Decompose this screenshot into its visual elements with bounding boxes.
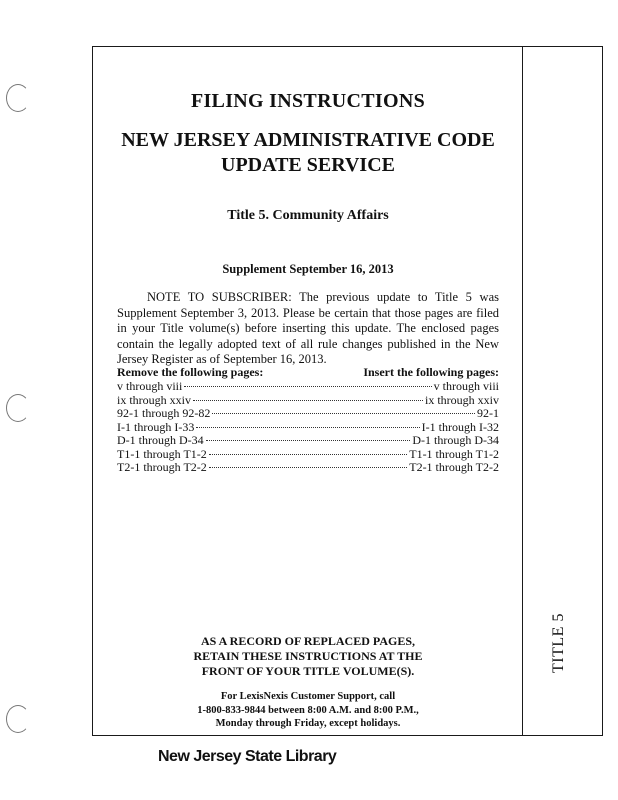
remove-header: Remove the following pages: [117, 365, 264, 379]
document-subtitle [96, 128, 520, 178]
subtitle-line: NEW JERSEY ADMINISTRATIVE CODE [121, 129, 495, 151]
remove-pages: v through viii [117, 379, 183, 393]
leader-dots [196, 427, 419, 428]
library-stamp: New Jersey State Library [158, 748, 337, 765]
side-tab-label: TITLE 5 [550, 613, 568, 673]
list-item [117, 461, 499, 475]
list-item [117, 434, 499, 448]
insert-pages: ix through xxiv [425, 392, 499, 407]
insert-pages: T2-1 through T2-2 [409, 460, 499, 474]
record-notice [96, 634, 520, 679]
leader-dots [209, 467, 407, 468]
remove-pages: I-1 through I-33 [117, 419, 195, 434]
title-name: Title 5. Community Affairs [227, 208, 389, 223]
leader-dots [209, 454, 407, 455]
insert-pages: v through viii [433, 379, 499, 393]
punch-hole-icon [6, 705, 30, 733]
document-title: FILING INSTRUCTIONS [190, 90, 426, 112]
supplement-date: Supplement September 16, 2013 [222, 262, 394, 276]
list-item [117, 407, 499, 421]
insert-pages: D-1 through D-34 [412, 433, 499, 447]
side-tab-divider [522, 46, 523, 736]
subscriber-note: NOTE TO SUBSCRIBER: The previous update to Title 5 was Supplement September 3, 2013. Please be certain that those pages are filed in your Title volume(s) before inserting this update. The enclosed pages contain the legally adopted text of all rule changes published in the New Jersey Register as of September 16, 2013. [117, 290, 499, 366]
support-line: Monday through Friday, except holidays. [215, 718, 401, 729]
subtitle-line: UPDATE SERVICE [221, 154, 395, 176]
pages-list-header [117, 365, 499, 380]
insert-header: Insert the following pages: [363, 365, 499, 379]
remove-pages: T2-1 through T2-2 [117, 460, 207, 474]
insert-pages: T1-1 through T1-2 [409, 446, 499, 461]
remove-pages: ix through xxiv [117, 392, 191, 407]
record-line: AS A RECORD OF REPLACED PAGES, [200, 634, 416, 648]
insert-pages: I-1 through I-32 [421, 419, 499, 434]
list-item [117, 380, 499, 394]
remove-pages: D-1 through D-34 [117, 433, 204, 447]
list-item [117, 421, 499, 435]
leader-dots [212, 413, 475, 414]
leader-dots [193, 400, 423, 401]
list-item [117, 394, 499, 408]
side-tab [534, 598, 584, 688]
support-line: For LexisNexis Customer Support, call [220, 691, 396, 702]
insert-pages: 92-1 [477, 406, 499, 420]
customer-support-info [96, 690, 520, 731]
record-line: FRONT OF YOUR TITLE VOLUME(S). [201, 664, 415, 678]
record-line: RETAIN THESE INSTRUCTIONS AT THE [193, 649, 423, 663]
leader-dots [184, 386, 431, 387]
remove-pages: T1-1 through T1-2 [117, 446, 207, 461]
list-item [117, 448, 499, 462]
punch-hole-icon [6, 394, 30, 422]
remove-pages: 92-1 through 92-82 [117, 406, 211, 420]
leader-dots [206, 440, 411, 441]
punch-hole-icon [6, 84, 30, 112]
support-line: 1-800-833-9844 between 8:00 A.M. and 8:00 P.M., [197, 704, 419, 716]
pages-list [117, 380, 499, 475]
